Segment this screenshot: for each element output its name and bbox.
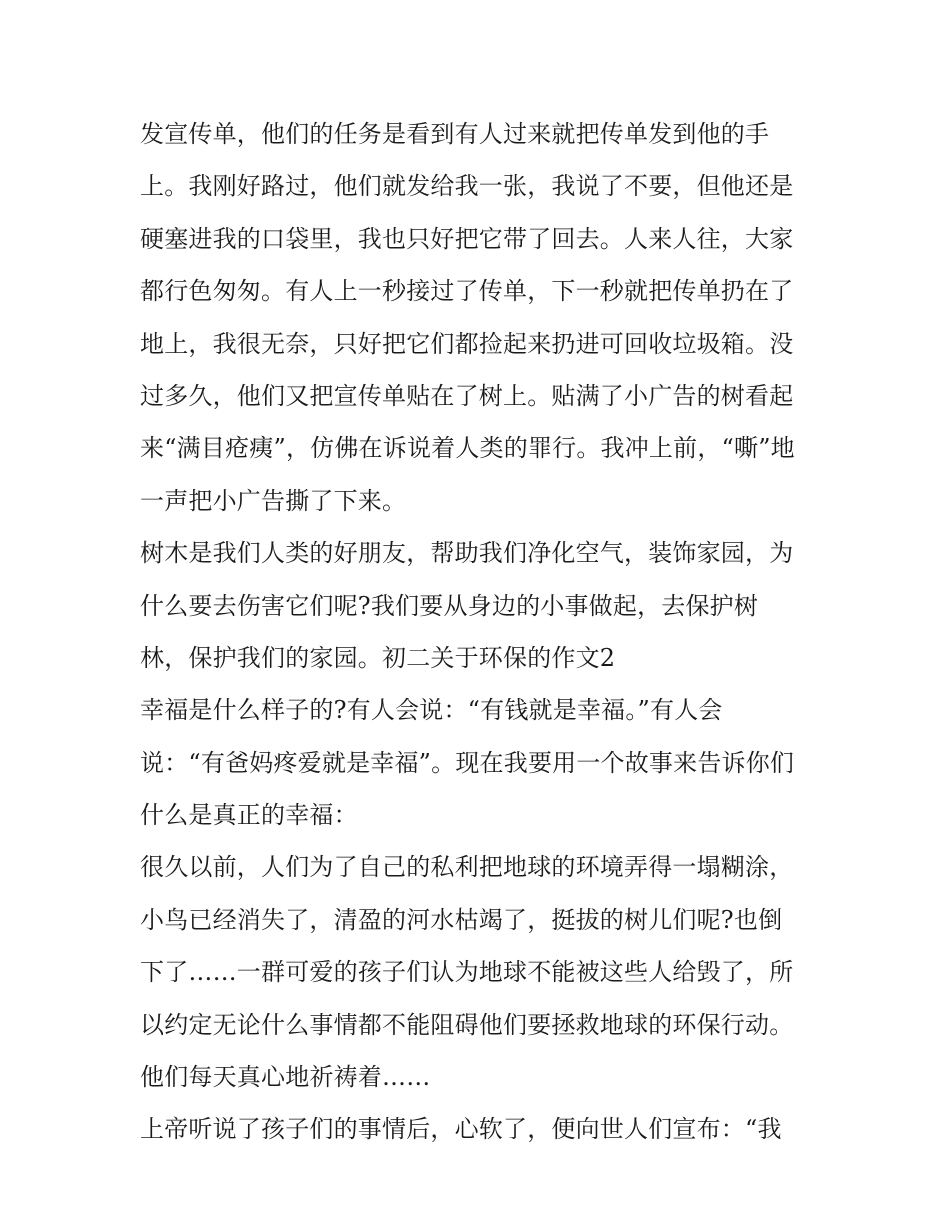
text-line: 都行色匆匆。有人上一秒接过了传单，下一秒就把传单扔在了: [140, 277, 794, 306]
text-line: 硬塞进我的口袋里，我也只好把它带了回去。人来人往，大家: [140, 224, 794, 253]
text-line: 上帝听说了孩子们的事情后，心软了，便向世人们宣布：“我: [140, 1115, 782, 1144]
text-line: 来“满目疮痍”，仿佛在诉说着人类的罪行。我冲上前，“嘶”地: [140, 434, 795, 463]
text-line: 上。我刚好路过，他们就发给我一张，我说了不要，但他还是: [140, 172, 794, 201]
text-line: 地上，我很无奈，只好把它们都捡起来扔进可回收垃圾箱。没: [140, 329, 794, 358]
text-line: 幸福是什么样子的?有人会说：“有钱就是幸福。”有人会: [140, 696, 723, 725]
text-line: 树木是我们人类的好朋友，帮助我们净化空气，装饰家园，为: [140, 539, 794, 568]
text-line: 什么要去伤害它们呢?我们要从身边的小事做起，去保护树: [140, 591, 759, 620]
text-line: 说：“有爸妈疼爱就是幸福”。现在我要用一个故事来告诉你们: [140, 748, 795, 777]
text-line: 他们每天真心地祈祷着……: [140, 1063, 431, 1092]
text-line: 过多久，他们又把宣传单贴在了树上。贴满了小广告的树看起: [140, 381, 794, 410]
text-line: 发宣传单，他们的任务是看到有人过来就把传单发到他的手: [140, 120, 770, 148]
body-text: [140, 108, 830, 1156]
text-line: 林，保护我们的家园。初二关于环保的作文2: [140, 643, 616, 672]
text-line: 以约定无论什么事情都不能阻碍他们要拯救地球的环保行动。: [140, 1010, 794, 1039]
text-line: 很久以前，人们为了自己的私利把地球的环境弄得一塌糊涂，: [140, 853, 794, 882]
text-line: 下了……一群可爱的孩子们认为地球不能被这些人给毁了，所: [140, 958, 794, 987]
text-line: 什么是真正的幸福：: [140, 801, 358, 830]
text-line: 一声把小广告撕了下来。: [140, 486, 407, 515]
text-line: 小鸟已经消失了，清盈的河水枯竭了，挺拔的树儿们呢?也倒: [140, 905, 783, 934]
